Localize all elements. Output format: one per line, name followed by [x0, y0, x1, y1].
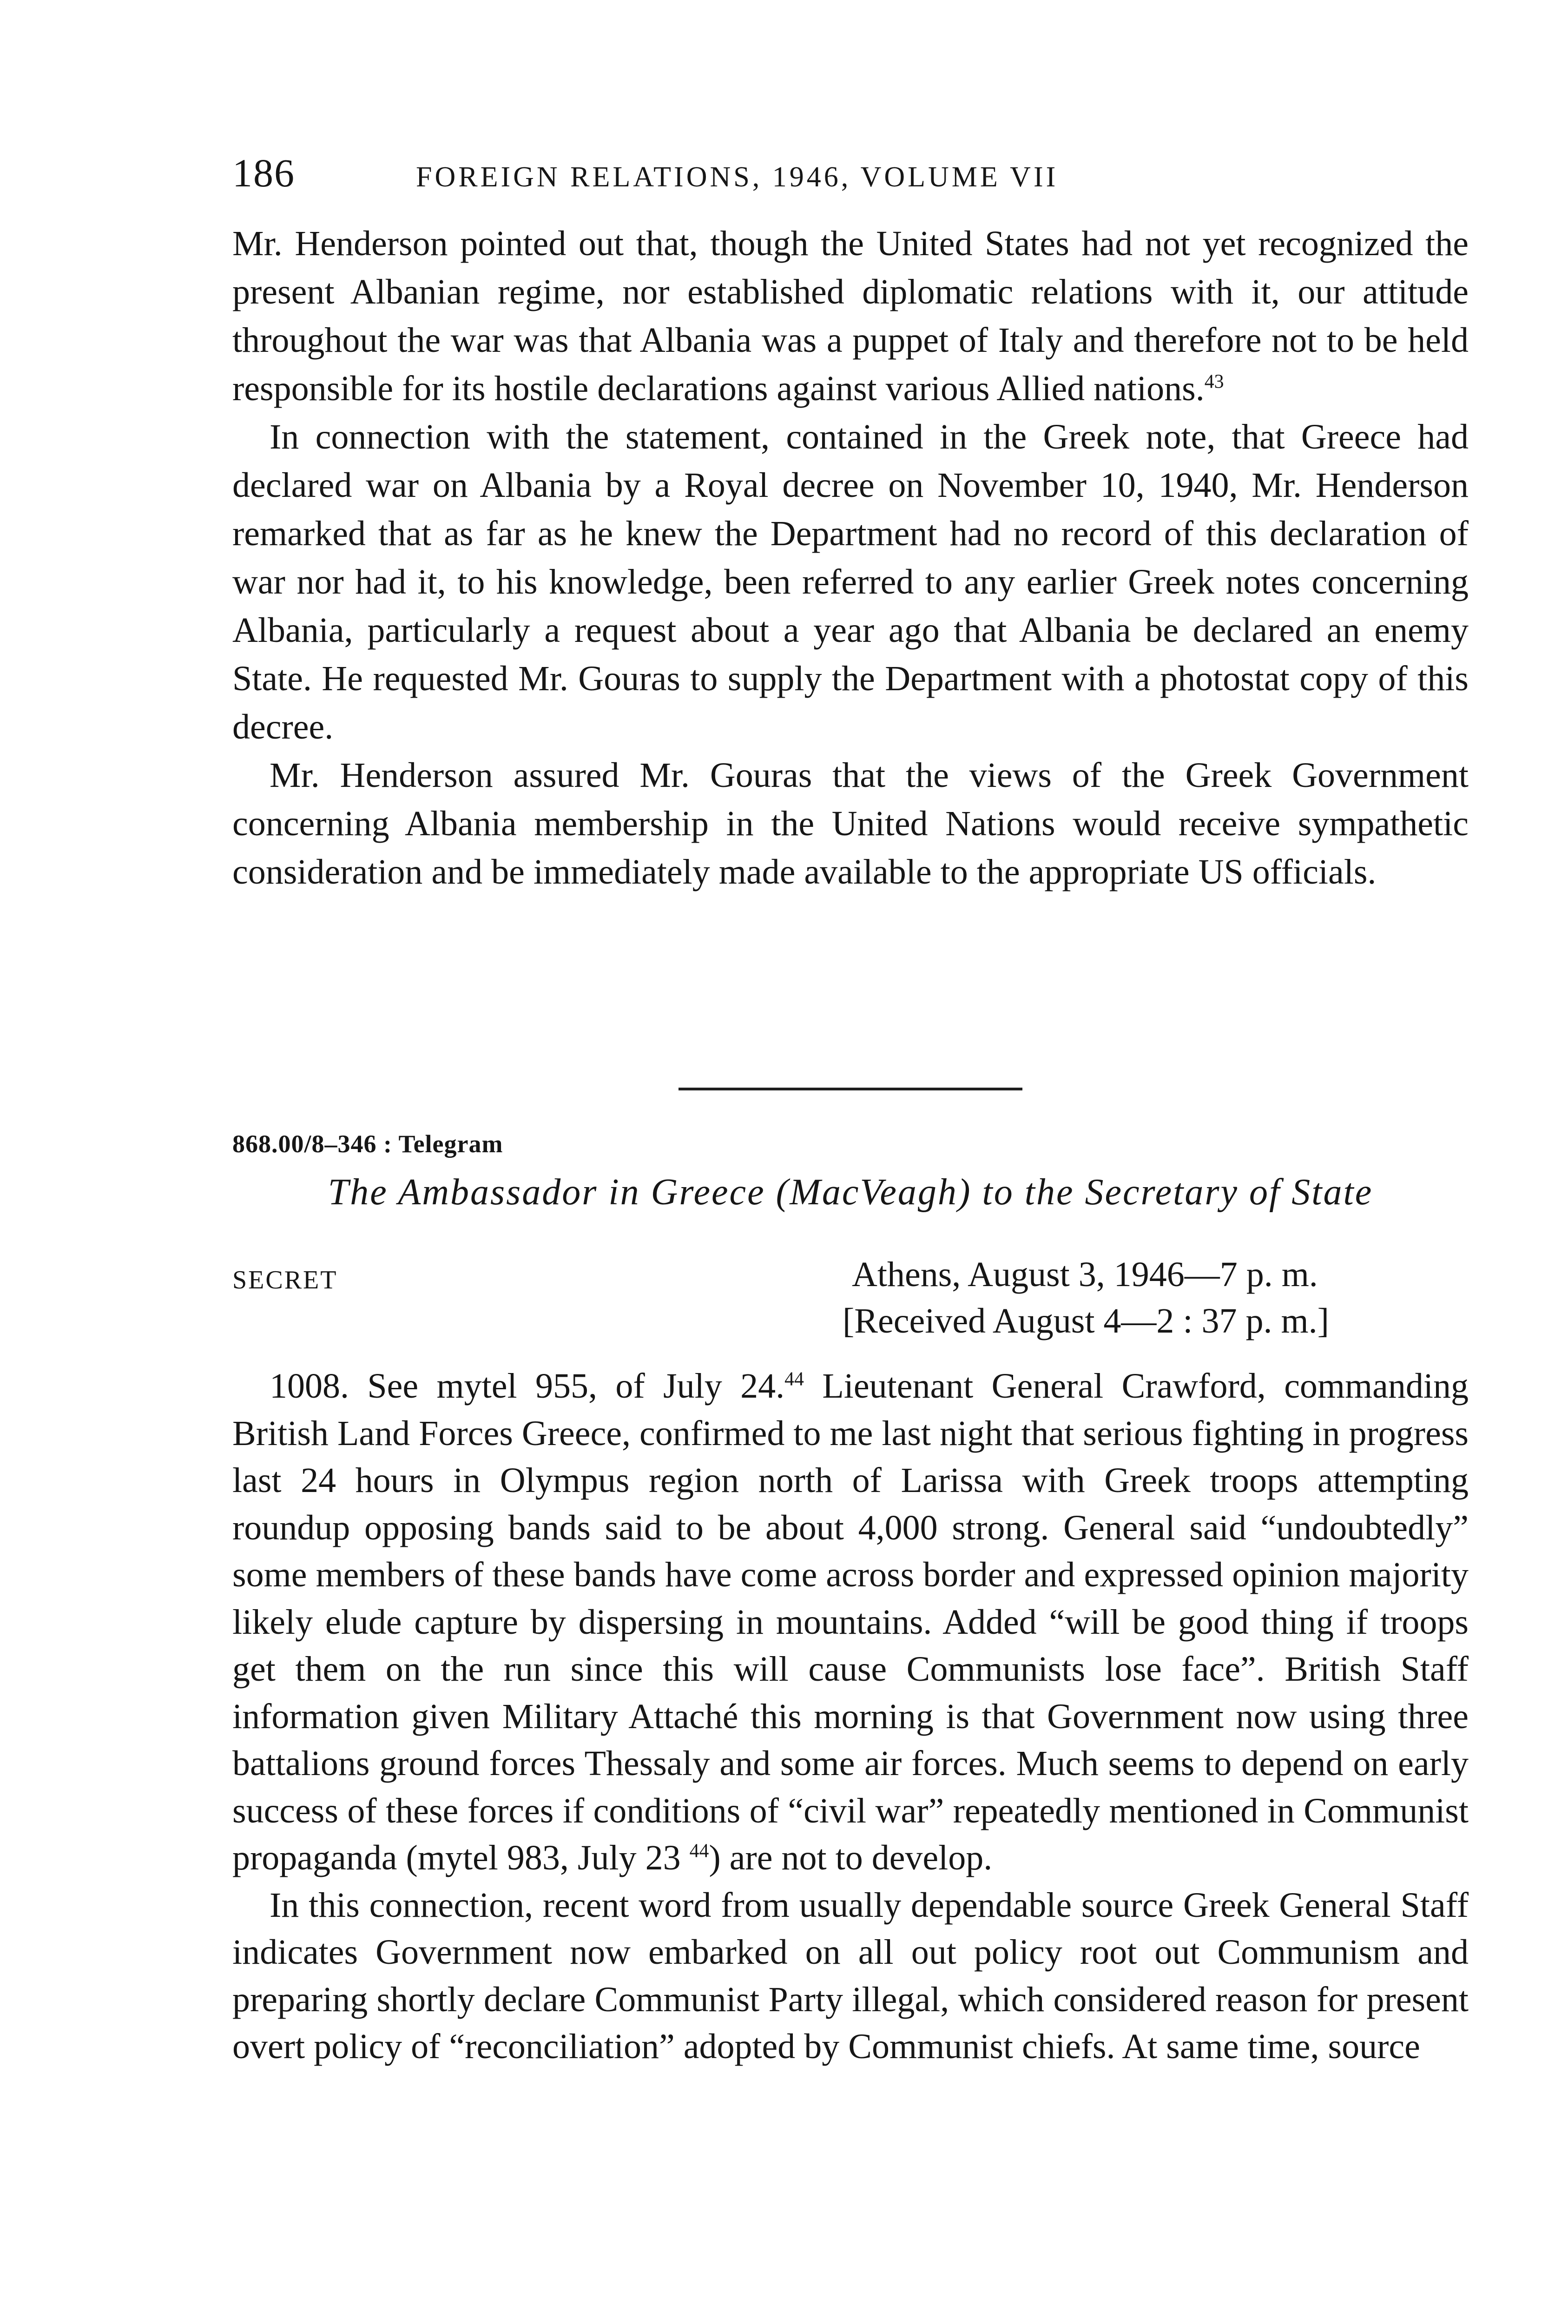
footnote-reference: 43	[1204, 371, 1224, 393]
paragraph: In connection with the statement, contained in the Greek note, that Greece had declared war on Albania by a Royal decree on November 10, 1940, Mr. Henderson remarked that as far as he knew the Department had no record of this declaration of war nor had it, to his knowledge, been referred to any earlier Greek notes concerning Albania, particularly a request about a year ago that Albania be declared an enemy State. He requested Mr. Gouras to supply the Department with a photostat copy of this decree.	[232, 417, 1469, 746]
paragraph: 1008. See mytel 955, of July 24.44 Lieutenant General Crawford, commanding British Land Forces Greece, confirmed to me last night that serious fighting in progress last 24 hours in Olympus region north of Larissa with Greek troops attempting roundup opposing bands said to be about 4,000 strong. General said “undoubtedly” some members of these bands have come across border and expressed opinion majority likely elude capture by dispersing in mountains. Added “will be good thing if troops get them on the run since this will cause Communists lose face”. British Staff information given Military Attaché this morning is that Government now using three battalions ground forces Thessaly and some air forces. Much seems to depend on early success of these forces if conditions of “civil war” repeatedly mentioned in Communist propaganda (mytel 983, July 23 $^{44}$) are not to develop.	[232, 1367, 1469, 1877]
page-header	[232, 150, 1469, 201]
paragraph: Mr. Henderson pointed out that, though the United States had not yet recognized the present Albanian regime, nor established diplomatic relations with it, our attitude throughout the war was that Albania was a puppet of Italy and therefore not to be held responsible for its hostile declarations against various Allied nations.$^{43}$	[232, 224, 1469, 408]
received-line: [Received August 4—2 : 37 p. m.]	[843, 1301, 1329, 1340]
file-reference: 868.00/8–346 : Telegram	[232, 1130, 503, 1158]
section-divider	[679, 1088, 1022, 1090]
paragraph: In this connection, recent word from usually dependable source Greek General Staff indicates Government now embarked on all out policy root out Communism and preparing shortly declare Communist Party illegal, which considered reason for present overt policy of “reconciliation” adopted by Communist chiefs. At same time, source	[232, 1885, 1469, 2066]
dateline-block	[843, 1251, 1329, 1344]
page-number: 186	[232, 151, 295, 195]
memorandum-text	[232, 219, 1469, 896]
footnote-reference: 44	[784, 1368, 804, 1390]
dateline: Athens, August 3, 1946—7 p. m.	[852, 1255, 1318, 1294]
document-title: The Ambassador in Greece (MacVeagh) to the Secretary of State	[328, 1172, 1373, 1213]
paragraph: Mr. Henderson assured Mr. Gouras that the views of the Greek Government concerning Albania membership in the United Nations would receive sympathetic consideration and be immediately made available to the appropriate US officials.	[232, 756, 1469, 891]
telegram-text	[232, 1363, 1469, 2071]
footnote-reference: 44	[689, 1840, 709, 1862]
classification-marking: SECRET	[232, 1266, 338, 1294]
running-title: FOREIGN RELATIONS, 1946, VOLUME VII	[416, 161, 1059, 193]
